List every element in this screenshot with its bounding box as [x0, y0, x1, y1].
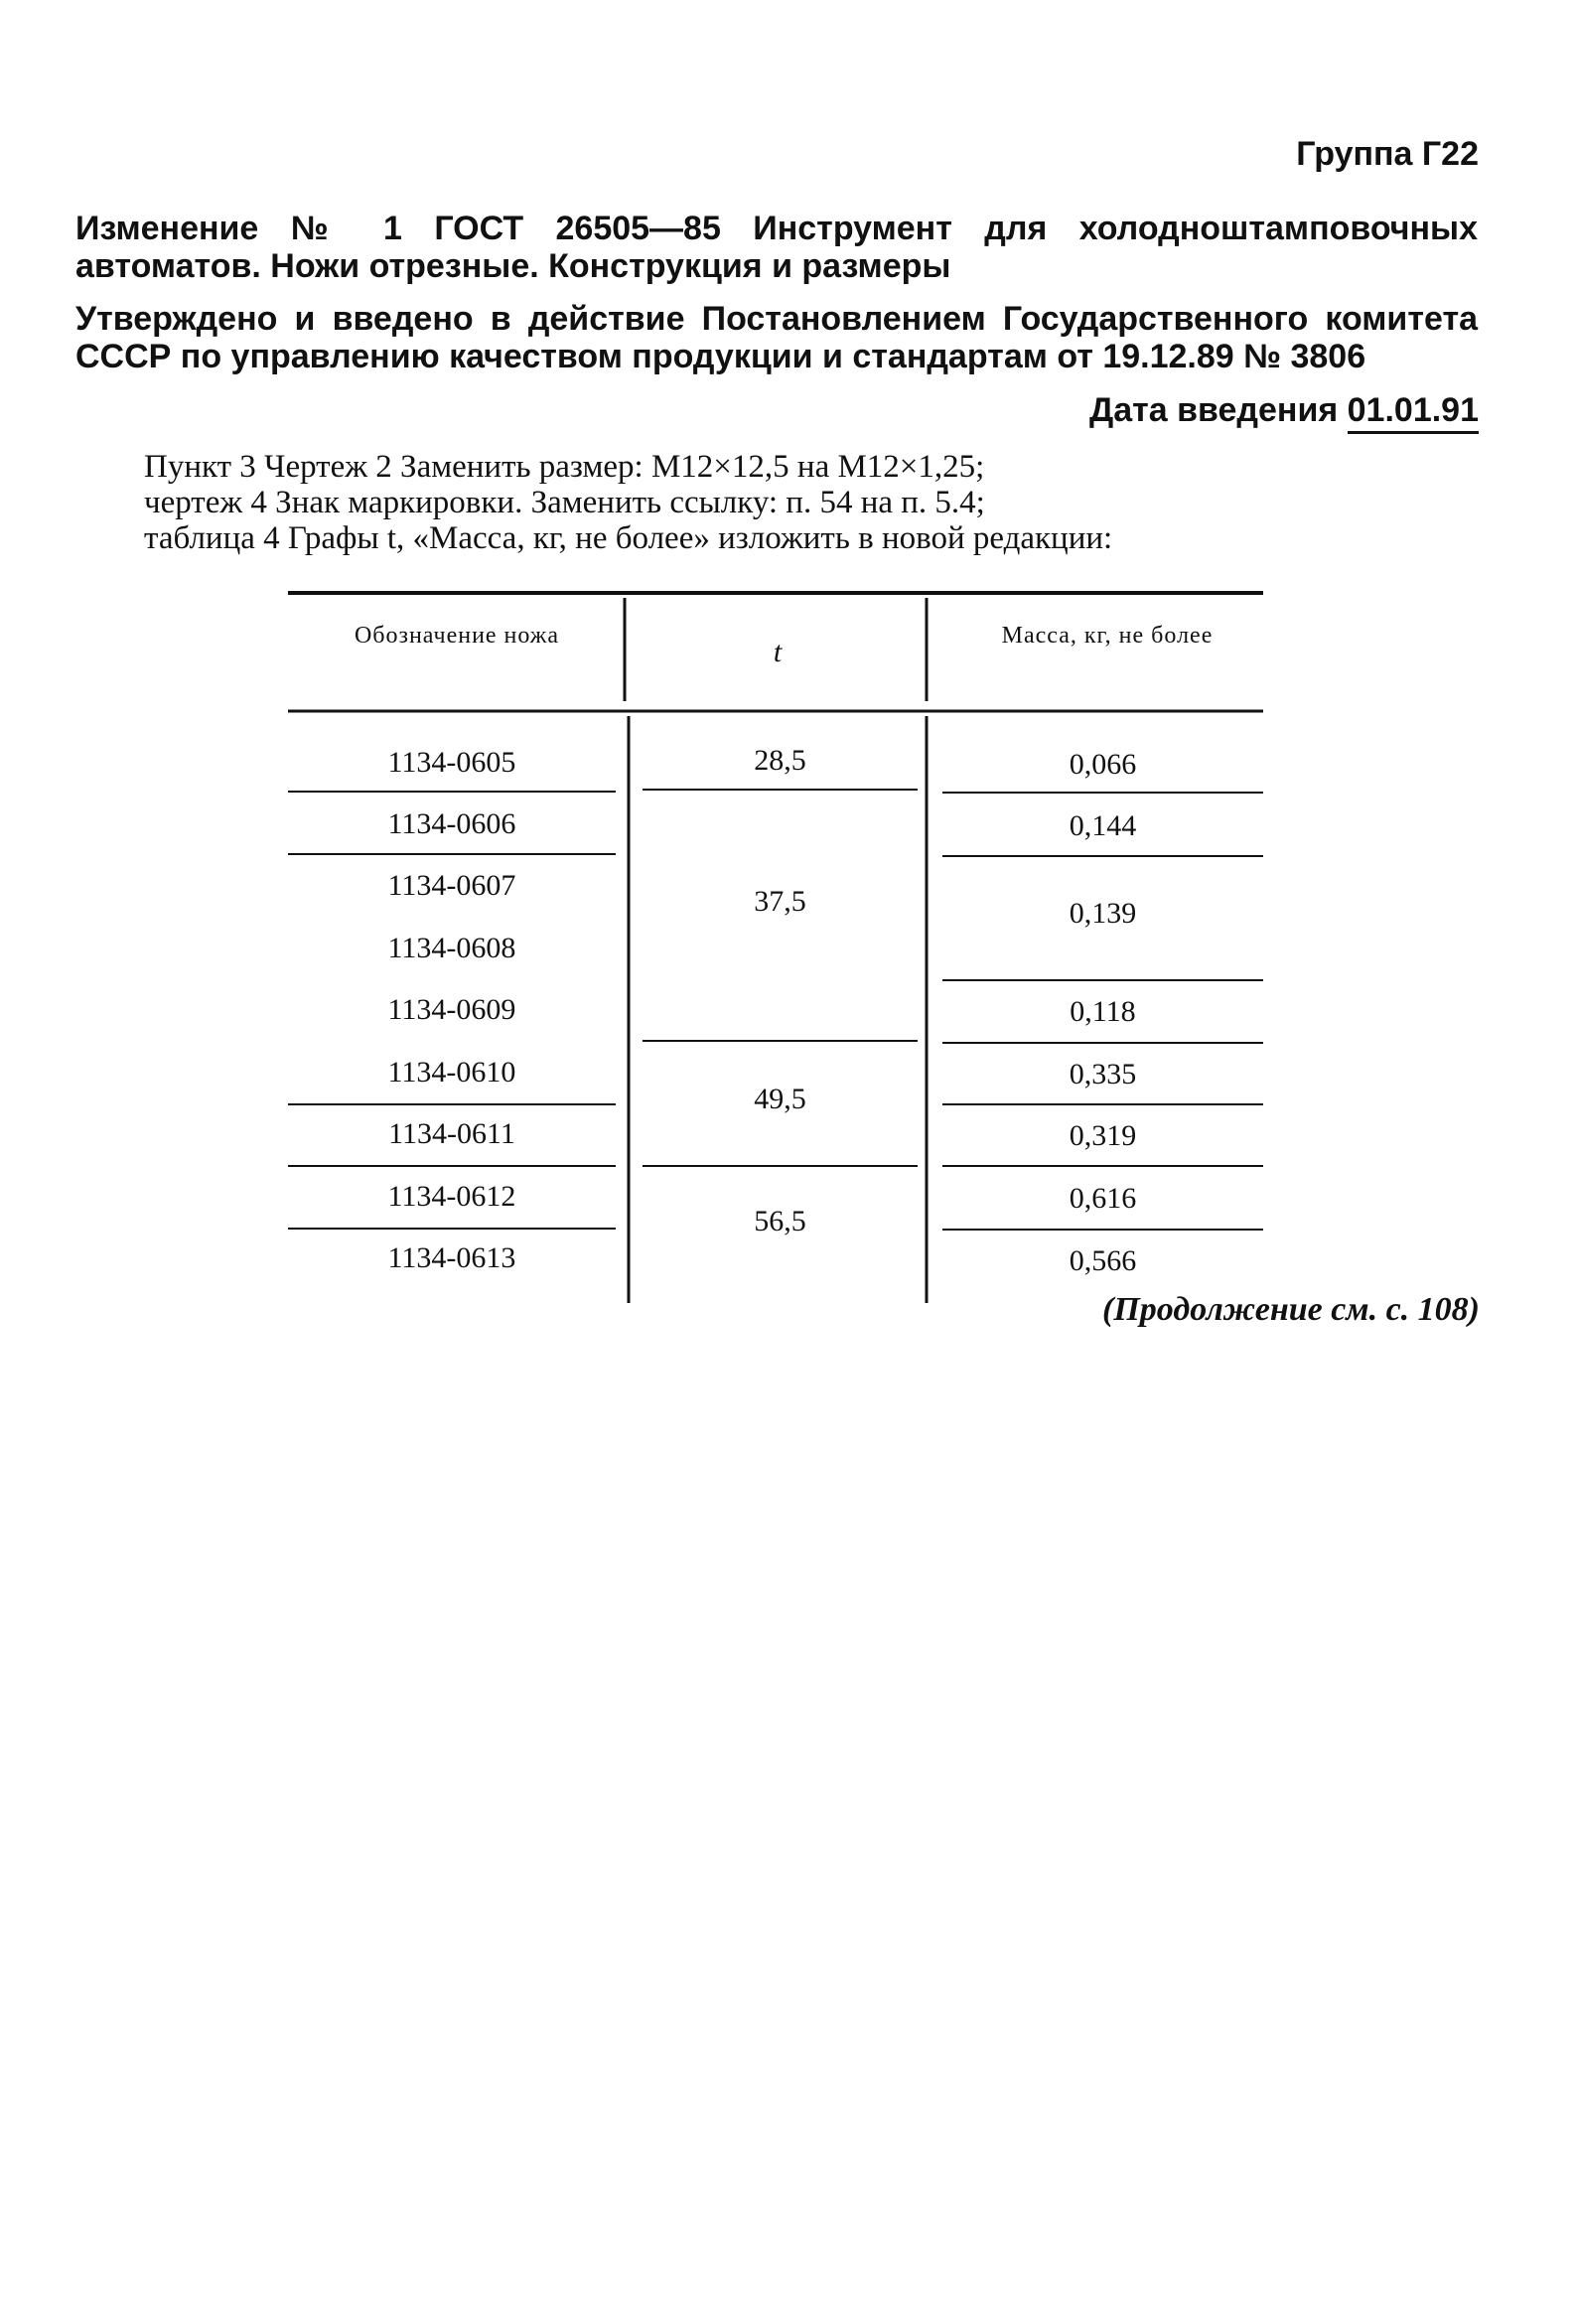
mass-cell: 0,616: [1069, 1182, 1137, 1215]
mass-cell: 0,139: [1069, 897, 1137, 930]
designation-cell: 1134-0611: [388, 1117, 515, 1150]
t-cell: 49,5: [754, 1083, 806, 1115]
date-value: 01.01.91: [1348, 391, 1479, 434]
body-line-2: чертеж 4 Знак маркировки. Заменить ссылку: п. 54 на п. 5.4;: [144, 485, 985, 520]
header-designation: Обозначение ножа: [354, 623, 560, 649]
designation-cell: 1134-0608: [387, 932, 516, 964]
mass-cell: 0,144: [1069, 809, 1137, 842]
approval-statement: Утверждено и введено в действие Постановлением Государственного комитета СССР по управлению качеством продукции и стандартам от 19.12.89 № 3806: [75, 300, 1478, 375]
change-title: Изменение № 1 ГОСТ 26505—85 Инструмент для холодноштамповочных автоматов. Ножи отрезные. Конструкция и размеры: [75, 210, 1478, 285]
designation-cell: 1134-0605: [387, 746, 516, 779]
designation-cell: 1134-0607: [387, 869, 516, 902]
continuation-note: (Продолжение см. с. 108): [1102, 1291, 1480, 1328]
header-t: t: [773, 636, 783, 668]
body-line-3-text: таблица 4 Графы t, «Масса, кг, не более» изложить в новой редакции:: [144, 520, 1113, 556]
t-cell: 56,5: [754, 1205, 806, 1237]
t-cell: 37,5: [754, 885, 806, 918]
designation-cell: 1134-0610: [387, 1056, 516, 1089]
t-cell: 28,5: [754, 744, 806, 777]
mass-cell: 0,066: [1069, 748, 1137, 781]
designation-cell: 1134-0609: [387, 993, 516, 1026]
header-mass: Масса, кг, не более: [1001, 623, 1214, 649]
body-line-1: Пункт 3 Чертеж 2 Заменить размер: М12×12,5 на М12×1,25;: [144, 449, 985, 485]
mass-cell: 0,566: [1069, 1244, 1137, 1277]
group-code: Группа Г22: [1296, 135, 1479, 173]
designation-cell: 1134-0612: [387, 1180, 516, 1213]
mass-cell: 0,118: [1070, 995, 1136, 1028]
mass-cell: 0,319: [1069, 1119, 1137, 1152]
date-label: Дата введения: [1089, 391, 1339, 429]
mass-cell: 0,335: [1069, 1058, 1137, 1090]
designation-cell: 1134-0606: [387, 807, 516, 840]
designation-cell: 1134-0613: [387, 1241, 516, 1274]
